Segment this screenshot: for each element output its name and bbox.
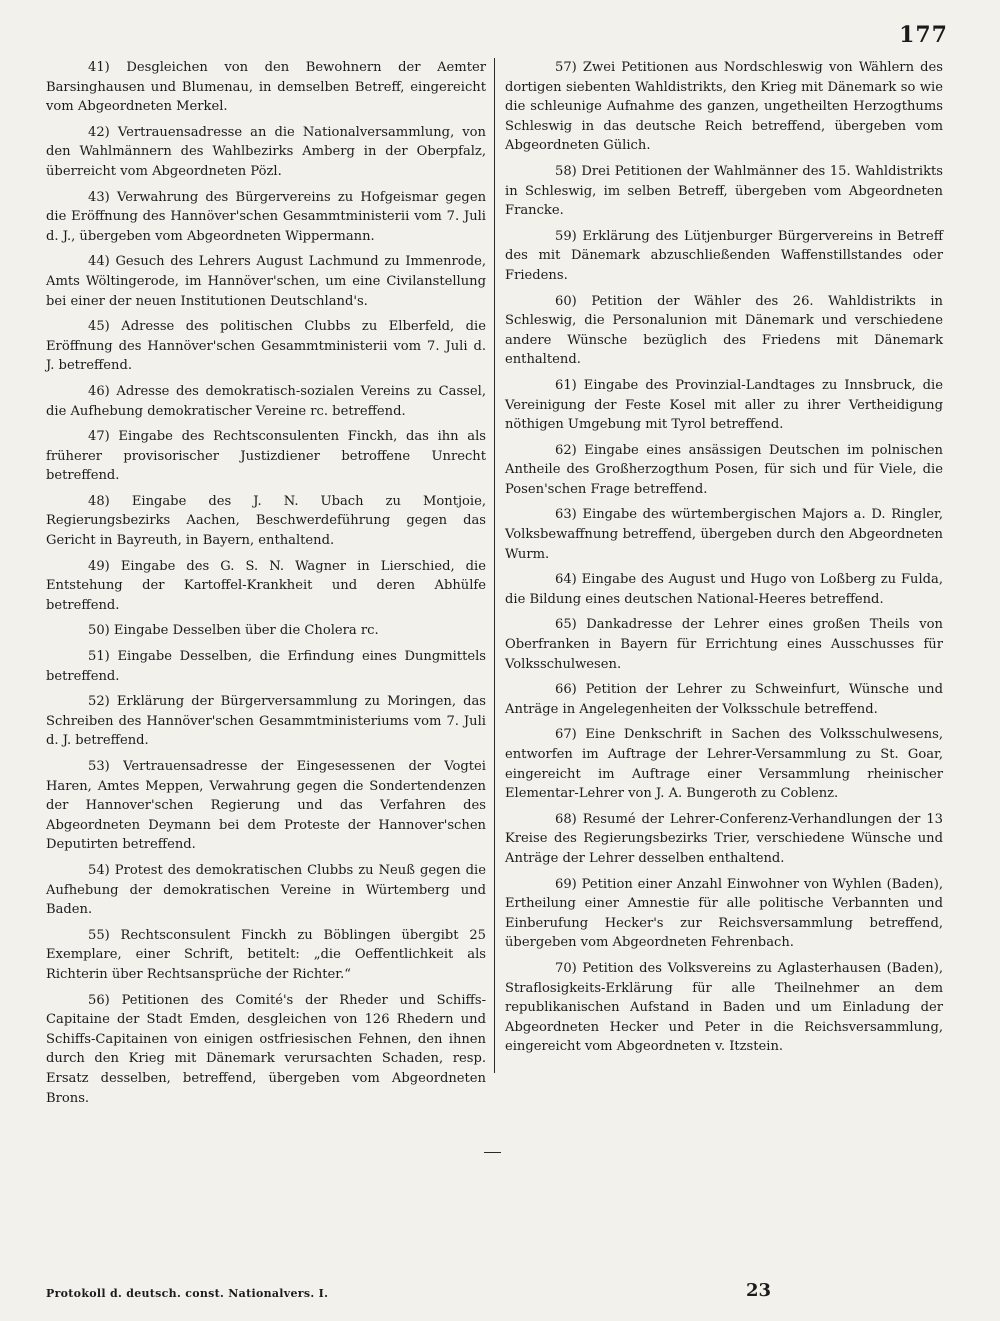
- page-number: 177: [899, 22, 948, 48]
- petition-entry: 54) Protest des demokratischen Clubbs zu Neuß gegen die Aufhebung der demokratischen Vereine in Würtemberg und Baden.: [46, 862, 486, 918]
- petition-entry: 65) Dankadresse der Lehrer eines großen Theils von Oberfranken in Bayern für Errichtung eines Ausschusses für Volksschulwesen.: [505, 617, 943, 672]
- petition-entry: 60) Petition der Wähler des 26. Wahldistrikts in Schleswig, die Personalunion mit Dänemark und verschiedene andere Wünsche bezüglich des Friedens mit Dänemark enthaltend.: [505, 293, 943, 368]
- petition-entry: 50) Eingabe Desselben über die Cholera rc.: [88, 623, 379, 639]
- petition-entry: 59) Erklärung des Lütjenburger Bürgervereins in Betreff des mit Dänemark abzuschließenden Waffenstillstandes oder Friedens.: [505, 228, 943, 283]
- petition-entry: 62) Eingabe eines ansässigen Deutschen im polnischen Antheile des Großherzogthum Posen, für sich und für Viele, die Posen'schen Frage betreffend.: [505, 442, 943, 497]
- petition-entry: 49) Eingabe des G. S. N. Wagner in Lierschied, die Entstehung der Kartoffel-Krankheit und deren Abhülfe betreffend.: [46, 558, 486, 613]
- petition-entry: 43) Verwahrung des Bürgervereins zu Hofgeismar gegen die Eröffnung des Hannöver'schen Gesammtministerii vom 7. Juli d. J., übergeben vom Abgeordneten Wippermann.: [46, 189, 486, 244]
- petition-entry: 66) Petition der Lehrer zu Schweinfurt, Wünsche und Anträge in Angelegenheiten der Volksschule betreffend.: [505, 682, 943, 717]
- left-column: [46, 58, 486, 1114]
- petition-entry: 70) Petition des Volksvereins zu Aglasterhausen (Baden), Straflosigkeits-Erklärung für alle Theilnehmer an dem republikanischen Aufstand in Baden und um Einladung der Abgeordneten Hecker und Peter in die Reichsversammlung, eingereicht vom Abgeordneten v. Itzstein.: [505, 960, 943, 1055]
- petition-entry: 42) Vertrauensadresse an die Nationalversammlung, von den Wahlmännern des Wahlbezirks Amberg in der Oberpfalz, überreicht vom Abgeordneten Pözl.: [46, 124, 486, 179]
- petition-entry: 44) Gesuch des Lehrers August Lachmund zu Immenrode, Amts Wöltingerode, im Hannöver'schen, um eine Civilanstellung bei einer der neuen Institutionen Deutschland's.: [46, 254, 486, 309]
- column-divider: [494, 58, 495, 1073]
- petition-entry: 52) Erklärung der Bürgerversammlung zu Moringen, das Schreiben des Hannöver'schen Gesammtministeriums vom 7. Juli d. J. betreffend.: [46, 694, 486, 749]
- petition-entry: 57) Zwei Petitionen aus Nordschleswig von Wählern des dortigen siebenten Wahldistrikts, den Krieg mit Dänemark so wie die schleunige Aufnahme des ganzen, ungetheilten Herzogthums Schleswig in das deutsche Reich betreffend, übergeben vom Abgeordneten Gülich.: [505, 60, 943, 154]
- petition-entry: 68) Resumé der Lehrer-Conferenz-Verhandlungen der 13 Kreise des Regierungsbezirks Trier, verschiedene Wünsche und Anträge der Lehrer desselben enthaltend.: [505, 811, 943, 866]
- petition-entry: 63) Eingabe des würtembergischen Majors a. D. Ringler, Volksbewaffnung betreffend, übergeben durch den Abgeordneten Wurm.: [505, 507, 943, 562]
- footer-title: Protokoll d. deutsch. const. Nationalvers. I.: [46, 1287, 329, 1300]
- petition-entry: 41) Desgleichen von den Bewohnern der Aemter Barsinghausen und Blumenau, in demselben Betreff, eingereicht vom Abgeordneten Merkel.: [46, 60, 486, 115]
- petition-entry: 45) Adresse des politischen Clubbs zu Elberfeld, die Eröffnung des Hannöver'schen Gesammtministerii vom 7. Juli d. J. betreffend.: [46, 319, 486, 374]
- end-rule: [484, 1152, 501, 1153]
- petition-entry: 51) Eingabe Desselben, die Erfindung eines Dungmittels betreffend.: [46, 649, 486, 684]
- petition-entry: 48) Eingabe des J. N. Ubach zu Montjoie, Regierungsbezirks Aachen, Beschwerdeführung gegen das Gericht in Bayreuth, in Bayern, enthaltend.: [46, 493, 486, 549]
- petition-entry: 61) Eingabe des Provinzial-Landtages zu Innsbruck, die Vereinigung der Feste Kosel mit aller zu ihrer Vertheidigung nöthigen Umgebung mit Tyrol betreffend.: [505, 377, 943, 433]
- petition-entry: 67) Eine Denkschrift in Sachen des Volksschulwesens, entworfen im Auftrage der Lehrer-Versammlung zu St. Goar, eingereicht im Auftrage einer Versammlung rheinischer Elementar-Lehrer von J. A. Bungeroth zu Coblenz.: [505, 727, 943, 802]
- petition-entry: 55) Rechtsconsulent Finckh zu Böblingen übergibt 25 Exemplare, einer Schrift, betitelt: „die Oeffentlichkeit als Richterin über Rechtsansprüche der Richter.“: [46, 927, 486, 982]
- petition-entry: 56) Petitionen des Comité's der Rheder und Schiffs-Capitaine der Stadt Emden, desgleichen von 126 Rhedern und Schiffs-Capitainen von einigen ostfriesischen Fehnen, den ihnen durch den Krieg mit Dänemark verursachten Schaden, resp. Ersatz desselben, betreffend, übergeben vom Abgeordneten Brons.: [46, 992, 486, 1106]
- petition-entry: 53) Vertrauensadresse der Eingesessenen der Vogtei Haren, Amtes Meppen, Verwahrung gegen die Sondertendenzen der Hannover'schen Regierung und das Verfahren des Abgeordneten Deymann bei dem Proteste der Hannover'schen Deputirten betreffend.: [46, 759, 486, 853]
- petition-entry: 47) Eingabe des Rechtsconsulenten Finckh, das ihn als früherer provisorischer Justizdiener betroffene Unrecht betreffend.: [46, 429, 486, 484]
- right-column: [505, 58, 943, 1063]
- petition-entry: 64) Eingabe des August und Hugo von Loßberg zu Fulda, die Bildung eines deutschen National-Heeres betreffend.: [505, 572, 943, 607]
- petition-entry: 58) Drei Petitionen der Wahlmänner des 15. Wahldistrikts in Schleswig, im selben Betreff, übergeben vom Abgeordneten Francke.: [505, 163, 943, 219]
- petition-entry: 46) Adresse des demokratisch-sozialen Vereins zu Cassel, die Aufhebung demokratischer Vereine rc. betreffend.: [46, 383, 486, 419]
- petition-entry: 69) Petition einer Anzahl Einwohner von Wyhlen (Baden), Ertheilung einer Amnestie für alle politische Verbannten und Einberufung Hecker's zur Reichsversammlung betreffend, übergeben vom Abgeordneten Fehrenbach.: [505, 876, 943, 951]
- signature-number: 23: [746, 1280, 772, 1301]
